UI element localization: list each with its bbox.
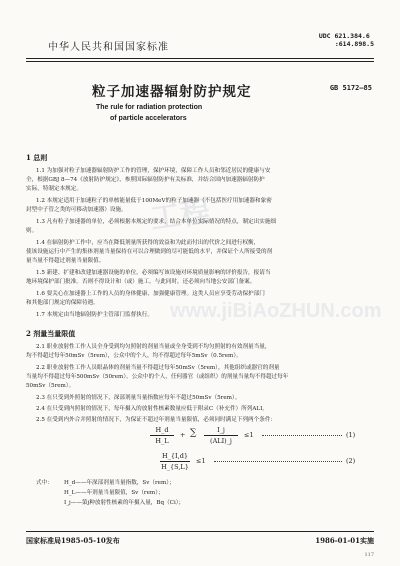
para-1-1-l2: 全，根据GBJ 8—74《放射防护规定》，参照国际辐射防护有关标准，并结合国内加速器辐射防护 [26,177,265,183]
formula-2-leq: ≤1 [196,457,206,465]
para-2-2-l1: 2.2 职业放射性工作人员眼晶体的剂量当量不得超过每年50mSv（5rem），其他组织或器官的剂量 [36,365,280,371]
para-2-2-l3: 50mSv（5rem）。 [26,383,75,389]
formula-2-num: H_{I,d} [162,452,188,460]
formula-2-label: (2) [346,457,356,465]
standard-body: 中华人民共和国国家标准 [48,42,169,53]
para-1-4-l3: 量当量不得超过剂量当量限值。 [26,258,105,264]
para-1-1-l3: 实际，特制定本规定。 [26,186,82,192]
issue-date: 国家标准局1985-05-10发布 [26,536,120,545]
watermark: 工程 [148,194,213,236]
para-1-5-l2: 地环境保护部门批准。否则不得设计和（或）施工。与此同时，还必须向当地公安部门备案。 [26,279,256,285]
english-title-line-2: of particle accelerators [110,115,187,122]
formula-1-label: (1) [346,431,356,439]
gb-number: GB 5172—85 [329,84,372,92]
udc-line-2: :614.898.5 [334,40,374,48]
formula-1-leader [262,435,342,436]
formula-1-sum: ∑ [190,428,197,438]
formula-2-bar [160,461,190,462]
para-1-7: 1.7 本规定由当地辐射防护主管部门监督执行。 [36,312,153,318]
para-1-4-l2: 使该设施运行中产生的集体剂量当量保持在可以合理做到的尽可能低的水平，并保证个人所接受的剂 [26,249,273,255]
def-hl: H_L——年剂量当量限值，Sv（rem）； [64,490,164,496]
para-2-2-l2: 当量均不得超过每年500mSv（50rem）。公众中的个人，任何器官（或组织）的剂量当量均不得超过每年 [26,374,289,380]
header-rule-top [26,58,374,59]
para-2-1-l2: 均不得超过每年50mSv（5rem），公众中的个人，均不得超过每年5mSv（0.5rem）。 [26,353,242,359]
para-2-3: 2.3 在只受到外照射的情况下，深部剂量当量指数应每年不超过50mSv（5rem）。 [36,395,241,401]
para-1-2-l2: 封型中子管之类的可移动加速器）设施。 [26,207,127,213]
formula-1-bar-a [150,435,174,436]
def-ij: I_j——第j种放射性核素的年摄入量，Bq（Ci）； [64,500,185,506]
section-2-heading: 2 剂量当量限值 [26,329,76,338]
para-1-3-l1: 1.3 凡有粒子加速器的单位，必须根据本规定的要求，结合本单位实际情况的特点，制定出实施细 [36,219,277,225]
formula-1-leq: ≤1 [244,431,254,439]
formula-1-plus: + [180,431,186,439]
para-1-6-l2: 和其他部门规定的保障待遇。 [26,300,99,306]
formula-1-num-b: I_j [217,426,225,434]
para-2-1-l1: 2.1 职业放射性工作人员全身受到均匀照射的剂量当量或全身受到不均匀照射的有效剂量当量， [36,344,271,350]
formula-1-den-b: (ALI)_j [210,437,232,445]
para-1-1-l1: 1.1 为加强对粒子加速器辐射防护工作的管理，保护环境，保障工作人员和邻近居民的健康与安 [36,168,271,174]
para-1-5-l1: 1.5 新建、扩建和改建加速器设施的单位，必须编写该设施对环境质量影响的评价报告，报请当 [36,270,271,276]
para-2-5: 2.5 在受到内外合并照射的情况下，为保证不超过年剂量当量限值，必须同时满足下列两个条件： [36,417,277,423]
watermark-url: www.jiBiAoZHUN.com [170,300,382,322]
english-title-line-1: The rule for radiation protection [96,104,203,111]
para-1-2-l1: 1.2 本规定适用于加速粒子的单核能量低于100MeV的粒子加速器（不包括医疗用加速器和象密 [36,198,272,204]
formula-1-bar-b [204,435,238,436]
formula-2-leader [214,461,342,462]
def-hd: H_d——年深部剂量当量指数，Sv（rem）； [64,480,175,486]
para-2-4: 2.4 在只受到内照射的情况下，每年摄入的放射性核素数量应低于附录C（补充件）所列ALI。 [36,406,268,412]
para-1-3-l2: 则。 [26,228,38,234]
formula-1-den-a: H_L [155,437,169,445]
para-1-4-l1: 1.4 在辐射防护工作中，应当在降低剂量所获得的效益和为此而付出的代价之间进行权衡， [36,240,260,246]
section-1-heading: 1 总则 [26,153,48,162]
page-number: 117 [364,552,374,558]
formula-2-den: H_{S,L} [161,463,189,471]
effective-date: 1986-01-01实施 [315,536,374,545]
udc-code [319,32,374,48]
formula-1-num-a: H_d [155,426,169,434]
where-label: 式中： [36,480,53,486]
header-rule-bottom [26,61,374,62]
udc-line-1: UDC 621.384.6 [318,32,370,40]
para-1-6-l1: 1.6 要关心在加速器上工作的人员的身体健康，加强健康管理。这类人员应享受劳动保护部门 [36,291,265,297]
page-title: 粒子加速器辐射防护规定 [92,84,252,100]
footer-rule [26,531,374,532]
